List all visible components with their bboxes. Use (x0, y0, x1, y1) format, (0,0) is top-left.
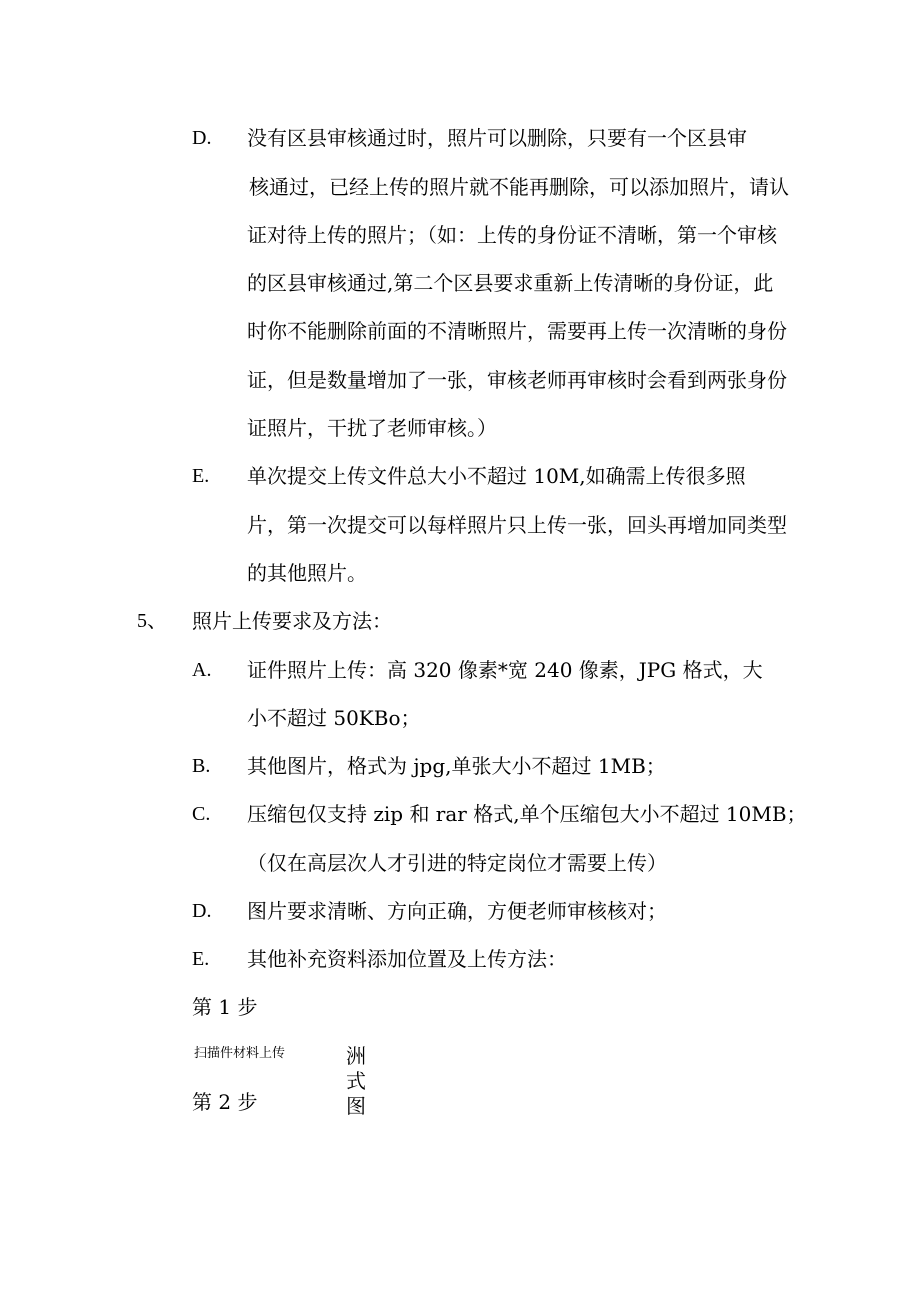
item-e-mark: E. (192, 465, 210, 487)
item-d-line-3: 证对待上传的照片；（如：上传的身份证不清晰，第一个审核 (247, 223, 777, 247)
req-c-mark: C. (192, 803, 211, 825)
section-5-title: 照片上传要求及方法： (192, 609, 392, 633)
section-5-number: 5、 (137, 610, 167, 632)
req-a-line-1: 证件照片上传：高 320 像素*宽 240 像素，JPG 格式，大 (247, 658, 763, 682)
req-b-mark: B. (192, 755, 211, 777)
req-e-mark: E. (192, 948, 210, 970)
req-d-mark: D. (192, 900, 212, 922)
item-d-line-4: 的区县审核通过,第二个区县要求重新上传清晰的身份证，此 (247, 271, 774, 295)
item-e-line-3: 的其他照片。 (247, 561, 367, 585)
vertical-char-2: 式 (346, 1069, 366, 1093)
step-2-label: 第 2 步 (192, 1090, 258, 1114)
vertical-caption (346, 1044, 368, 1119)
req-a-mark: A. (192, 659, 212, 681)
req-e-text: 其他补充资料添加位置及上传方法： (247, 947, 567, 971)
req-d-text: 图片要求清晰、方向正确，方便老师审核核对； (247, 899, 667, 923)
item-d-mark: D. (192, 127, 212, 149)
item-e-line-1: 单次提交上传文件总大小不超过 10M,如确需上传很多照 (247, 464, 746, 488)
item-d-line-2: 核通过，已经上传的照片就不能再删除，可以添加照片，请认 (249, 175, 789, 199)
step-1-label: 第 1 步 (192, 995, 258, 1019)
item-e-line-2: 片，第一次提交可以每样照片只上传一张，回头再增加同类型 (247, 513, 787, 537)
req-c-line-2: （仅在高层次人才引进的特定岗位才需要上传） (247, 851, 667, 875)
req-b-text: 其他图片，格式为 jpg,单张大小不超过 1MB； (247, 754, 666, 778)
item-d-line-5: 时你不能删除前面的不清晰照片，需要再上传一次清晰的身份 (247, 319, 787, 343)
item-d-line-6: 证，但是数量增加了一张，审核老师再审核时会看到两张身份 (247, 368, 787, 392)
vertical-char-1: 洲 (346, 1044, 366, 1068)
item-d-line-1: 没有区县审核通过时，照片可以删除，只要有一个区县审 (247, 126, 747, 150)
req-a-line-2: 小不超过 50KBo； (247, 706, 421, 730)
vertical-char-3: 图 (346, 1094, 366, 1118)
item-d-line-7: 证照片，干扰了老师审核。） (247, 416, 497, 440)
scan-upload-label: 扫描件材料上传 (194, 1046, 286, 1061)
req-c-line-1: 压缩包仅支持 zip 和 rar 格式,单个压缩包大小不超过 10MB； (247, 802, 807, 826)
